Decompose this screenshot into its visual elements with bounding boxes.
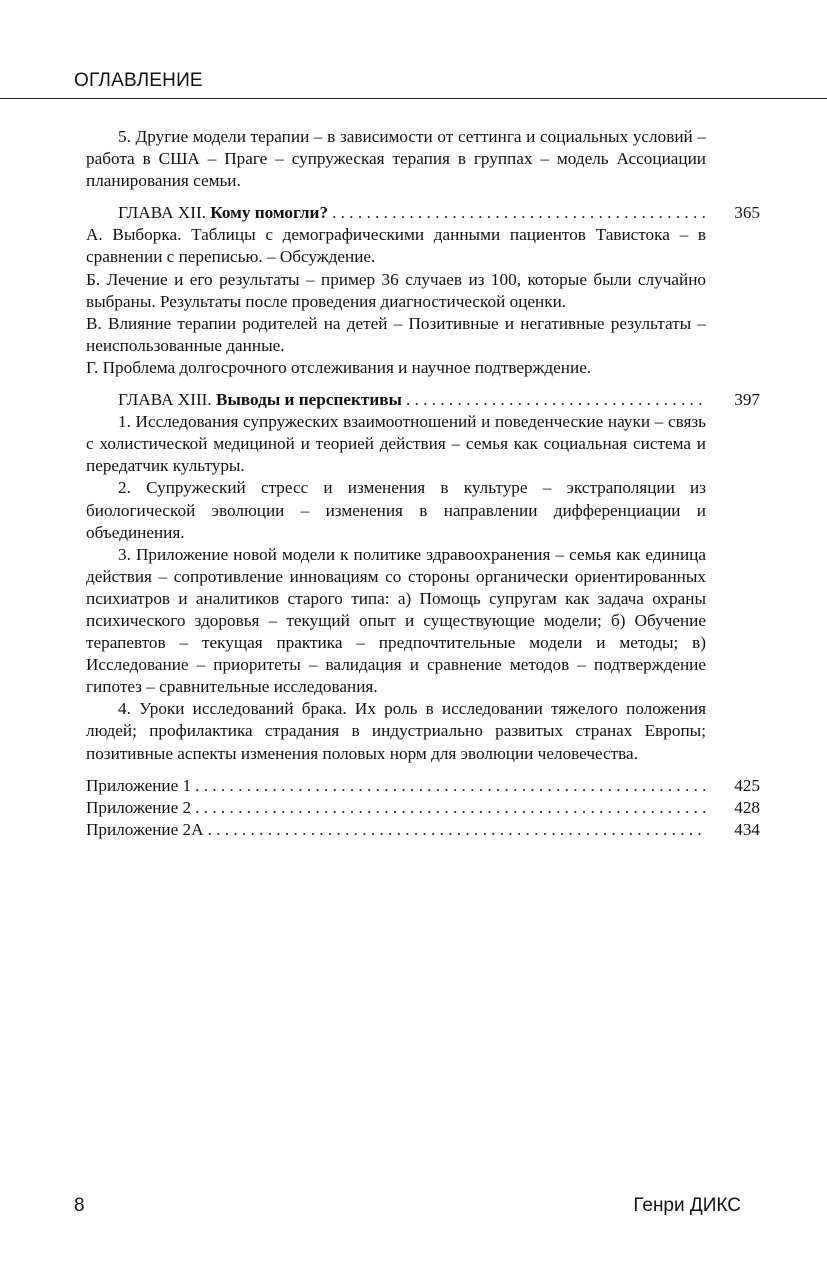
- chapter-13-item-3: 3. Приложение новой модели к политике здравоохранения – семья как единица действия – сопротивление инновациям со стороны органически ориентированных психиатров и аналитиков старого типа: а) Помощь супругам как задача охраны психического здоровья – текущий опыт и существующие модели; б) Обучение терапевтов – текущая практика – предпочтительные модели и методы; в) Исследование – приоритеты – валидация и сравнение методов – подтверждение гипотез – сравнительные исследования.: [86, 544, 706, 697]
- toc-appendix-2a[interactable]: [86, 819, 760, 841]
- chapter-13-item-1: 1. Исследования супружеских взаимоотношений и поведенческие науки – связь с холистической медициной и теорией действия – семья как социальная система и передатчик культуры.: [86, 412, 706, 476]
- chapter-12-page: 365: [734, 203, 760, 223]
- appendix-2-page: 428: [734, 797, 760, 817]
- toc-chapter-13[interactable]: [86, 389, 760, 411]
- chapter-13-item-4: 4. Уроки исследований брака. Их роль в исследовании тяжелого положения людей; профилактика страдания в индустриально развитых странах Европы; позитивные аспекты изменения половых норм для эволюции человечества.: [86, 699, 706, 763]
- toc-item-intro: 5. Другие модели терапии – в зависимости от сеттинга и социальных условий – работа в США – Праге – супружеская терапия в группах – модель Ассоциации планирования семьи.: [86, 127, 706, 191]
- chapter-12-item-d: Г. Проблема долгосрочного отслеживания и научное подтверждение.: [86, 357, 592, 377]
- chapter-13-prefix: ГЛАВА XIII.: [118, 390, 216, 410]
- appendix-1-label: Приложение 1: [86, 775, 192, 795]
- dot-leader: [195, 775, 706, 797]
- toc-appendix-2[interactable]: [86, 797, 760, 819]
- running-header-title: ОГЛАВЛЕНИЕ: [74, 70, 203, 91]
- chapter-12-title: Кому помогли?: [210, 203, 329, 223]
- toc-content: [86, 126, 760, 841]
- chapter-12-item-c: В. Влияние терапии родителей на детей – Позитивные и негативные результаты – неиспользованные данные.: [86, 313, 706, 355]
- chapter-12-prefix: ГЛАВА XII.: [118, 203, 211, 223]
- appendix-1-page: 425: [734, 775, 760, 795]
- running-footer-author: Генри ДИКС: [633, 1195, 741, 1216]
- header-divider: [0, 98, 827, 99]
- chapter-13-heading: [118, 389, 402, 411]
- dot-leader: [195, 797, 706, 819]
- appendix-2a-label: Приложение 2А: [86, 819, 204, 839]
- chapter-13-item-2: 2. Супружеский стресс и изменения в культуре – экстраполяции из биологической эволюции – изменения в направлении дифференциации и объединения.: [86, 478, 706, 542]
- toc-appendix-1[interactable]: [86, 775, 760, 797]
- page-number: 8: [74, 1195, 85, 1216]
- chapter-13-title: Выводы и перспективы: [215, 390, 402, 410]
- dot-leader: [332, 202, 706, 224]
- toc-chapter-12[interactable]: [86, 202, 760, 224]
- dot-leader: [208, 819, 706, 841]
- chapter-13-page: 397: [734, 390, 760, 410]
- chapter-12-item-b: Б. Лечение и его результаты – пример 36 случаев из 100, которые были случайно выбраны. Результаты после проведения диагностической оценки.: [86, 269, 706, 311]
- appendix-2a-page: 434: [734, 819, 760, 839]
- chapter-12-heading: [118, 202, 328, 224]
- appendix-2-label: Приложение 2: [86, 797, 192, 817]
- chapter-12-item-a: А. Выборка. Таблицы с демографическими данными пациентов Тавистока – в сравнении с переписью. – Обсуждение.: [86, 225, 706, 267]
- dot-leader: [406, 389, 706, 411]
